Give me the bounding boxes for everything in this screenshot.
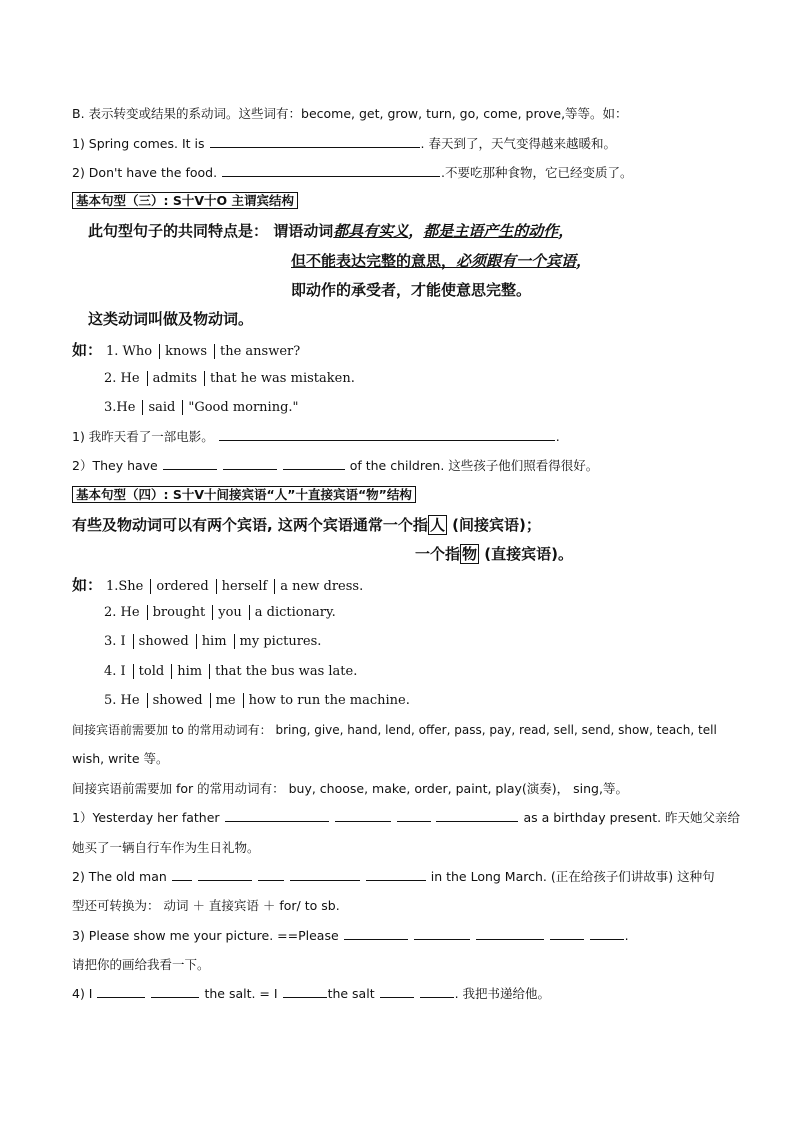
- blank[interactable]: [163, 458, 217, 470]
- direct-object: a dictionary.: [254, 605, 336, 620]
- pattern4-exercise-1-line2: 她买了一辆自行车作为生日礼物。: [72, 840, 260, 855]
- blank[interactable]: [258, 869, 284, 881]
- pattern3-line2-b: 必须跟有一个宾语: [456, 252, 577, 270]
- divider: [142, 400, 143, 415]
- exercise-b1-suffix: . 春天到了，天气变得越来越暖和。: [420, 136, 616, 151]
- pattern4-exercise-4-c: the salt: [327, 986, 375, 1001]
- pattern4-example-5: [104, 692, 410, 709]
- divider: [274, 579, 275, 594]
- subject: 2. He: [104, 371, 140, 386]
- pattern4-line2: [415, 544, 573, 564]
- to-verbs-line1: 间接宾语前需要加 to 的常用动词有： bring, give, hand, lend, offer, pass, pay, read, sell, send, show, teach, tell: [72, 723, 717, 737]
- verb: said: [148, 400, 176, 415]
- pattern3-exercise-2-prefix: 2）They have: [72, 458, 158, 473]
- divider: [147, 605, 148, 620]
- pattern4-line1-b: (间接宾语)；: [446, 516, 541, 534]
- pattern3-exercise-1-suffix: .: [555, 429, 560, 444]
- divider: [210, 693, 211, 708]
- blank[interactable]: [397, 810, 431, 822]
- exercise-b1: [72, 136, 616, 152]
- blank[interactable]: [290, 869, 360, 881]
- pattern4-line2-b: (直接宾语)。: [479, 545, 573, 563]
- indirect-object: you: [218, 605, 242, 620]
- pattern4-exercise-2-suffix: in the Long March. (正在给孩子们讲故事) 这种句: [430, 869, 715, 884]
- verb: told: [138, 664, 165, 679]
- pattern4-exercise-3: [72, 928, 629, 944]
- blank[interactable]: [420, 986, 454, 998]
- pattern3-line1: [88, 221, 573, 241]
- pattern3-line1-a: 此句型句子的共同特点是： 谓语动词: [88, 222, 334, 240]
- blank[interactable]: [223, 458, 277, 470]
- pattern4-exercise-4-a: 4) I: [72, 986, 93, 1001]
- indirect-object-mark: 人: [429, 516, 445, 534]
- divider: [196, 634, 197, 649]
- object: "Good morning.": [188, 400, 299, 415]
- verb: showed: [152, 693, 203, 708]
- verb: knows: [165, 344, 207, 359]
- pattern3-line4: 这类动词叫做及物动词。: [88, 310, 254, 328]
- divider: [159, 344, 160, 359]
- pattern3-line1-e: ，: [558, 222, 574, 240]
- divider: [150, 579, 151, 594]
- pattern3-heading: 基本句型（三）: S十V十O 主谓宾结构: [72, 192, 298, 209]
- pattern4-exercise-1: [72, 810, 740, 826]
- blank[interactable]: [210, 136, 420, 148]
- indirect-object: herself: [221, 579, 268, 594]
- blank[interactable]: [283, 986, 327, 998]
- pattern4-heading: 基本句型（四）: S十V十间接宾语“人”十直接宾语“物”结构: [72, 486, 416, 503]
- direct-object: how to run the machine.: [248, 693, 410, 708]
- divider: [147, 693, 148, 708]
- blank[interactable]: [590, 928, 624, 940]
- subject: 2. He: [104, 605, 140, 620]
- pattern4-example-2: [104, 604, 336, 621]
- blank[interactable]: [414, 928, 470, 940]
- pattern3-exercise-1-prefix: 1) 我昨天看了一部电影。: [72, 429, 214, 444]
- pattern4-example-4: [104, 663, 357, 680]
- divider: [171, 664, 172, 679]
- divider: [234, 634, 235, 649]
- indirect-object: him: [201, 634, 227, 649]
- indirect-object: him: [177, 664, 203, 679]
- pattern4-example-1: [72, 575, 363, 595]
- subject: 3. I: [104, 634, 126, 649]
- pattern4-exercise-4: [72, 986, 550, 1002]
- exercise-b2-prefix: 2) Don't have the food.: [72, 165, 218, 180]
- blank[interactable]: [97, 986, 145, 998]
- section-b-intro: B. 表示转变或结果的系动词。这些词有：become, get, grow, turn, go, come, prove,等等。如：: [72, 106, 628, 121]
- pattern4-heading-wrap: [72, 487, 416, 503]
- subject: 1.She: [106, 579, 144, 594]
- verb: brought: [152, 605, 206, 620]
- blank[interactable]: [222, 165, 440, 177]
- verb: ordered: [156, 579, 209, 594]
- pattern4-line1-a: 有些及物动词可以有两个宾语, 这两个宾语通常一个指: [72, 516, 428, 534]
- pattern4-exercise-1-prefix: 1）Yesterday her father: [72, 810, 220, 825]
- ru-label: 如：: [72, 576, 103, 594]
- pattern4-exercise-2: [72, 869, 715, 885]
- pattern3-exercise-1: [72, 429, 560, 445]
- pattern4-exercise-3-line2: 请把你的画给我看一下。: [72, 957, 210, 972]
- divider: [147, 371, 148, 386]
- pattern3-line2-a: 但不能表达完整的意思，: [291, 252, 457, 270]
- pattern4-exercise-1-suffix: as a birthday present. 昨天她父亲给: [523, 810, 741, 825]
- blank[interactable]: [283, 458, 345, 470]
- divider: [212, 605, 213, 620]
- direct-object-mark: 物: [462, 545, 478, 563]
- blank[interactable]: [151, 986, 199, 998]
- pattern3-example-3: [104, 399, 299, 416]
- blank[interactable]: [172, 869, 192, 881]
- pattern3-line1-d: 都是主语产生的动作: [423, 222, 559, 240]
- divider: [133, 664, 134, 679]
- object: the answer?: [220, 344, 301, 359]
- pattern4-exercise-3-prefix: 3) Please show me your picture. ==Please: [72, 928, 339, 943]
- pattern4-exercise-3-suffix: .: [624, 928, 629, 943]
- subject: 1. Who: [106, 344, 153, 359]
- subject: 4. I: [104, 664, 126, 679]
- object: that he was mistaken.: [210, 371, 355, 386]
- for-verbs-line: 间接宾语前需要加 for 的常用动词有： buy, choose, make, order, paint, play(演奏)， sing,等。: [72, 781, 628, 796]
- pattern4-exercise-4-d: . 我把书递给他。: [454, 986, 551, 1001]
- pattern3-line2: [291, 251, 591, 271]
- exercise-b2-suffix: .不要吃那种食物，它已经变质了。: [441, 165, 633, 180]
- blank[interactable]: [335, 810, 391, 822]
- pattern4-exercise-2-prefix: 2) The old man: [72, 869, 167, 884]
- divider: [243, 693, 244, 708]
- blank[interactable]: [436, 810, 518, 822]
- pattern3-exercise-2-mid: of the children: [349, 458, 441, 473]
- pattern3-example-2: [104, 370, 355, 387]
- pattern3-heading-wrap: [72, 193, 298, 209]
- blank[interactable]: [225, 810, 329, 822]
- divider: [214, 344, 215, 359]
- direct-object: a new dress.: [280, 579, 364, 594]
- direct-object: that the bus was late.: [215, 664, 358, 679]
- exercise-b1-prefix: 1) Spring comes. It is: [72, 136, 205, 151]
- pattern4-line2-a: 一个指: [415, 545, 461, 563]
- to-verbs-line2: wish, write 等。: [72, 751, 169, 766]
- blank[interactable]: [550, 928, 584, 940]
- blank[interactable]: [366, 869, 426, 881]
- subject: 5. He: [104, 693, 140, 708]
- divider: [209, 664, 210, 679]
- blank[interactable]: [344, 928, 408, 940]
- pattern3-line3: 即动作的承受者，才能使意思完整。: [291, 281, 532, 299]
- pattern4-exercise-4-b: the salt. = I: [204, 986, 278, 1001]
- blank[interactable]: [476, 928, 544, 940]
- indirect-object: me: [215, 693, 236, 708]
- pattern4-example-3: [104, 633, 321, 650]
- pattern3-example-1: [72, 340, 300, 360]
- blank[interactable]: [198, 869, 252, 881]
- blank[interactable]: [219, 429, 555, 441]
- divider: [204, 371, 205, 386]
- verb: showed: [138, 634, 189, 649]
- subject: 3.He: [104, 400, 136, 415]
- pattern3-line1-b: 都具有实义: [333, 222, 409, 240]
- verb: admits: [152, 371, 198, 386]
- divider: [216, 579, 217, 594]
- pattern4-exercise-2-line2: 型还可转换为： 动词 ＋ 直接宾语 ＋ for/ to sb.: [72, 898, 340, 913]
- exercise-b2: [72, 165, 633, 181]
- divider: [133, 634, 134, 649]
- pattern3-line1-c: ，: [408, 222, 424, 240]
- divider: [249, 605, 250, 620]
- pattern4-line1: [72, 515, 541, 535]
- ru-label: 如：: [72, 341, 103, 359]
- pattern3-exercise-2-suffix: . 这些孩子他们照看得很好。: [440, 458, 599, 473]
- direct-object: my pictures.: [239, 634, 322, 649]
- pattern3-exercise-2: [72, 458, 598, 474]
- pattern3-line2-c: ，: [576, 252, 592, 270]
- blank[interactable]: [380, 986, 414, 998]
- divider: [182, 400, 183, 415]
